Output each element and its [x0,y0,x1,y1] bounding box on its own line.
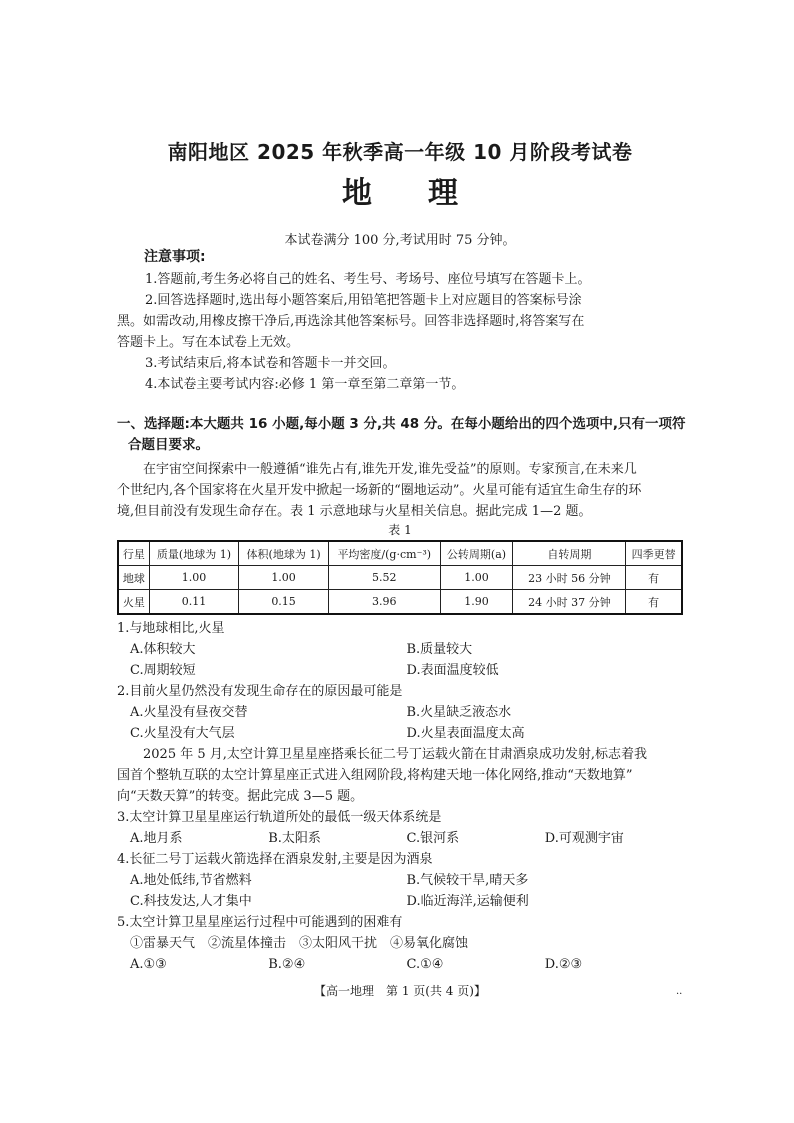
table-header-row [118,541,682,566]
subject-title [117,168,683,212]
note-line: 答题卡上。写在本试卷上无效。 [117,335,300,350]
option: B.②④ [268,957,306,972]
table-header: 质量(地球为 1) [149,541,239,566]
table-header: 行星 [118,541,149,566]
score-line: 本试卷满分 100 分,考试用时 75 分钟。 [284,233,516,248]
table-cell: 1.00 [440,566,513,590]
question-options [117,639,683,660]
option: A.体积较大 [130,642,196,657]
subject-char: 地 [342,176,372,211]
option: B.太阳系 [268,831,321,846]
option: B.质量较大 [406,642,473,657]
table-cell: 23 小时 56 分钟 [513,566,626,590]
table-header: 自转周期 [513,541,626,566]
footer-mark: .. [676,986,683,997]
note-line: 2.回答选择题时,选出每小题答案后,用铅笔把答题卡上对应题目的答案标号涂 [145,293,582,308]
option: D.②③ [544,957,583,972]
question-options [117,723,683,744]
option: C.周期较短 [130,663,196,678]
note-line: 4.本试卷主要考试内容:必修 1 第一章至第二章第一节。 [145,377,465,392]
option: A.火星没有昼夜交替 [130,705,248,720]
option: C.科技发达,人才集中 [130,894,252,909]
table-header: 体积(地球为 1) [239,541,329,566]
question-options [117,954,683,975]
option: B.火星缺乏液态水 [406,705,512,720]
planet-table [117,540,683,615]
passage-line: 国首个整轨互联的太空计算星座正式进入组网阶段,将构建天地一体化网络,推动“天数地算” [117,768,633,783]
table-row [118,566,682,590]
notes-heading: 注意事项: [144,249,206,265]
option: A.地处低纬,节省燃料 [130,873,252,888]
option: A.地月系 [130,831,183,846]
passage-line: 个世纪内,各个国家将在火星开发中掀起一场新的“圈地运动”。火星可能有适宜生命生存的环 [117,483,642,498]
question-stem: 1.与地球相比,火星 [117,621,225,636]
passage-line: 2025 年 5 月,太空计算卫星星座搭乘长征二号丁运载火箭在甘肃酒泉成功发射,标志着我 [143,747,648,762]
passage-line: 境,但目前没有发现生命存在。表 1 示意地球与火星相关信息。据此完成 1—2 题。 [117,504,592,519]
notes-list [117,269,683,395]
option: B.气候较干旱,晴天多 [406,873,529,888]
table-cell: 0.11 [149,590,239,615]
question-stem: 5.太空计算卫星星座运行过程中可能遇到的困难有 [117,915,403,930]
passage-line: 向“天数天算”的转变。据此完成 3—5 题。 [117,789,364,804]
subject-char: 理 [428,176,458,211]
table-cell: 0.15 [239,590,329,615]
table-cell: 3.96 [328,590,440,615]
exam-title: 南阳地区 2025 年秋季高一年级 10 月阶段考试卷 [167,140,633,164]
table-cell: 火星 [118,590,149,615]
table-header: 平均密度/(g·cm⁻³) [328,541,440,566]
table-cell: 地球 [118,566,149,590]
table-cell: 5.52 [328,566,440,590]
question-stem: 2.目前火星仍然没有发现生命存在的原因最可能是 [117,684,403,699]
question-options [117,660,683,681]
option: D.表面温度较低 [406,663,499,678]
option: C.火星没有大气层 [130,726,235,741]
table-cell: 1.00 [149,566,239,590]
question-options [117,891,683,912]
table-cell: 24 小时 37 分钟 [513,590,626,615]
option: D.临近海洋,运输便利 [406,894,529,909]
table-row [118,590,682,615]
question-options [117,828,683,849]
questions [117,618,683,975]
option: C.①④ [406,957,444,972]
option: A.①③ [130,957,167,972]
page-footer: 【高一地理 第 1 页(共 4 页)】 [314,984,486,998]
question-options [117,702,683,723]
note-line: 3.考试结束后,将本试卷和答题卡一并交回。 [145,356,396,371]
question-items: ①雷暴天气 ②流星体撞击 ③太阳风干扰 ④易氧化腐蚀 [130,936,469,951]
question-stem: 4.长征二号丁运载火箭选择在酒泉发射,主要是因为酒泉 [117,852,433,867]
table-header: 四季更替 [626,541,682,566]
section-line: 合题目要求。 [128,437,209,453]
option: D.可观测宇宙 [544,831,624,846]
question-stem: 3.太空计算卫星星座运行轨道所处的最低一级天体系统是 [117,810,442,825]
table-header: 公转周期(a) [440,541,513,566]
question-options [117,870,683,891]
option: C.银河系 [406,831,460,846]
passage-1 [117,459,683,522]
section-heading [117,414,686,456]
table-cell: 1.00 [239,566,329,590]
passage-line: 在宇宙空间探索中一般遵循“谁先占有,谁先开发,谁先受益”的原则。专家预言,在未来几 [143,462,637,477]
option: D.火星表面温度太高 [406,726,525,741]
table-cell: 1.90 [440,590,513,615]
section-line: 一、选择题:本大题共 16 小题,每小题 3 分,共 48 分。在每小题给出的四个选项中,只有一项符 [117,416,686,432]
table-caption: 表 1 [388,523,412,537]
note-line: 黑。如需改动,用橡皮擦干净后,再选涂其他答案标号。回答非选择题时,将答案写在 [117,314,585,329]
table-cell: 有 [626,566,682,590]
table-cell: 有 [626,590,682,615]
note-line: 1.答题前,考生务必将自己的姓名、考生号、考场号、座位号填写在答题卡上。 [145,272,591,287]
